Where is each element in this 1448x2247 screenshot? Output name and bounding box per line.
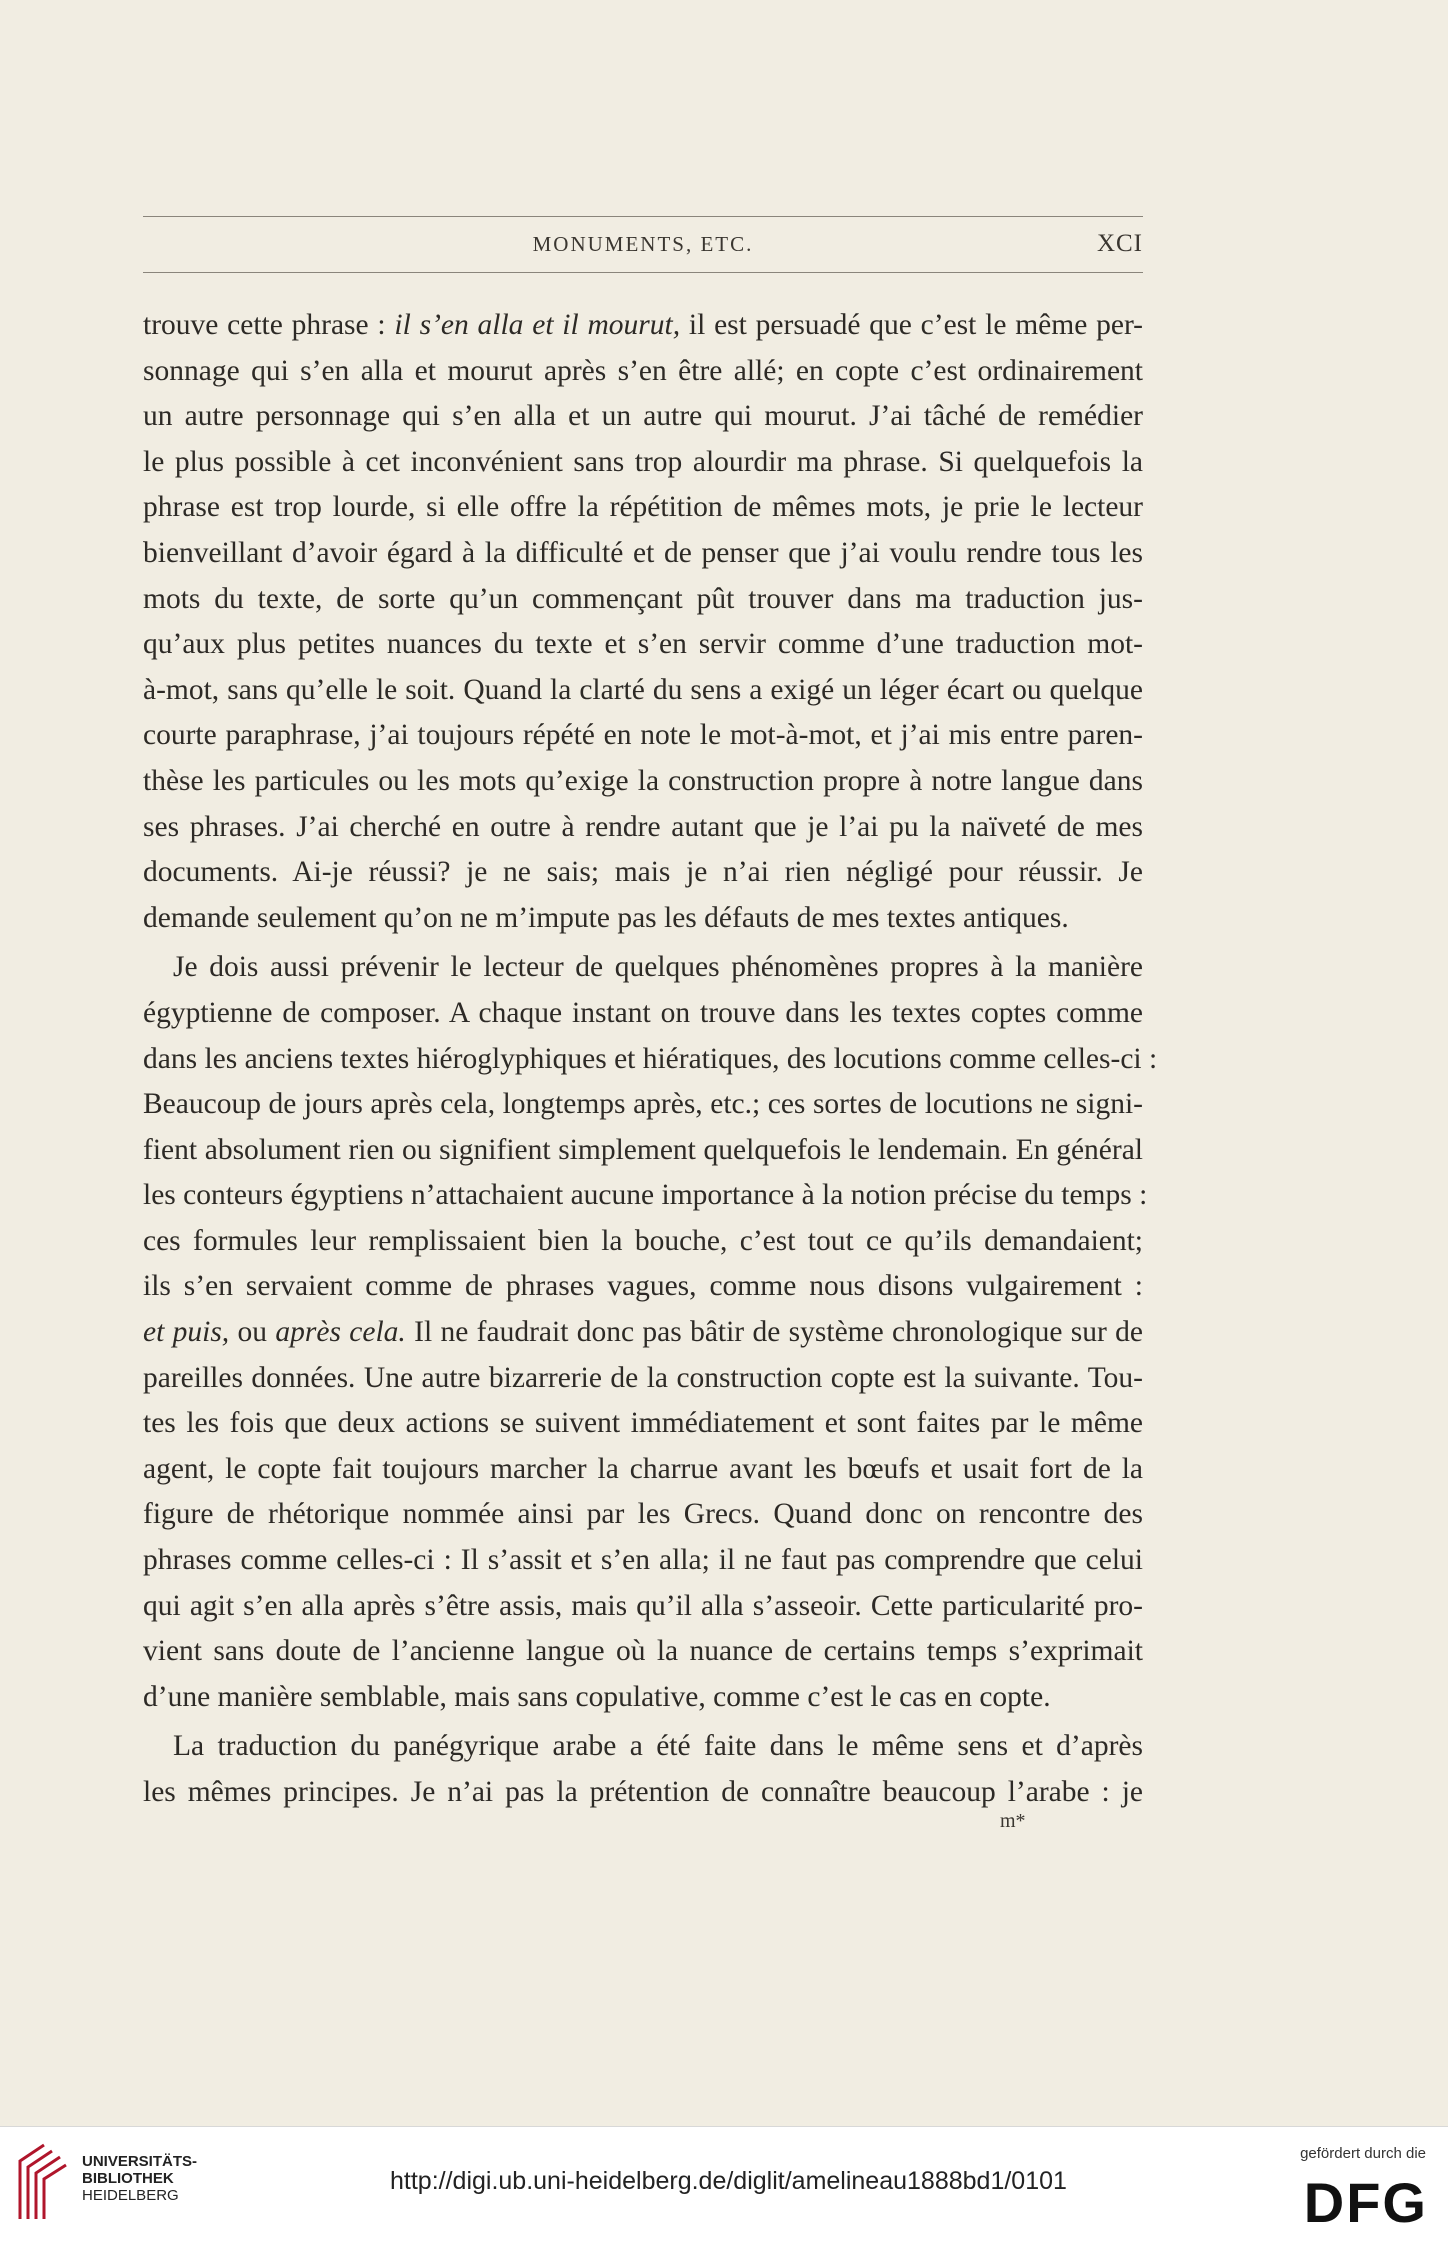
text-segment: thèse les particules ou les mots qu’exige la construction propre à notre langue dans bbox=[143, 764, 1143, 797]
text-segment: les mêmes principes. Je n’ai pas la prétention de connaître beaucoup l’arabe : je bbox=[143, 1776, 1143, 1808]
italic-text: après cela. bbox=[275, 1316, 406, 1349]
text-line bbox=[143, 1447, 1143, 1493]
text-line bbox=[143, 1724, 1143, 1770]
funder-label: gefördert durch die bbox=[1300, 2145, 1426, 2162]
text-line bbox=[143, 896, 1143, 942]
text-segment: à-mot, sans qu’elle le soit. Quand la clarté du sens a exigé un léger écart ou quelque bbox=[143, 673, 1143, 706]
text-line bbox=[143, 1219, 1143, 1265]
text-line bbox=[143, 485, 1143, 531]
text-segment: phrases comme celles-ci : Il s’assit et s’en alla; il ne faut pas comprendre que celui bbox=[143, 1544, 1143, 1577]
library-name-line: HEIDELBERG bbox=[82, 2187, 179, 2204]
text-segment: les conteurs égyptiens n’attachaient aucune importance à la notion précise du temps : bbox=[143, 1179, 1148, 1212]
text-line bbox=[143, 1538, 1143, 1584]
text-segment: qu’aux plus petites nuances du texte et s’en servir comme d’une traduction mot- bbox=[143, 628, 1143, 661]
text-line bbox=[143, 1675, 1143, 1721]
text-line bbox=[143, 805, 1143, 851]
library-name-line: UNIVERSITÄTS- bbox=[82, 2153, 198, 2170]
text-line bbox=[143, 1356, 1143, 1402]
text-line bbox=[143, 1037, 1158, 1083]
text-line bbox=[143, 1629, 1143, 1675]
text-segment: un autre personnage qui s’en alla et un autre qui mourut. J’ai tâché de remédier bbox=[143, 400, 1143, 433]
dfg-logo: DFG bbox=[1303, 2171, 1428, 2234]
text-segment: vient sans doute de l’ancienne langue où la nuance de certains temps s’exprimait bbox=[143, 1635, 1143, 1668]
text-line bbox=[143, 991, 1143, 1037]
text-segment: le plus possible à cet inconvénient sans trop alourdir ma phrase. Si quelquefois la bbox=[143, 445, 1143, 478]
text-segment: courte paraphrase, j’ai toujours répété en note le mot-à-mot, et j’ai mis entre paren- bbox=[143, 719, 1143, 752]
permalink-url[interactable]: http://digi.ub.uni-heidelberg.de/diglit/amelineau1888bd1/0101 bbox=[390, 2167, 1067, 2195]
text-segment: ces formules leur remplissaient bien la bouche, c’est tout ce qu’ils demandaient; bbox=[143, 1224, 1143, 1257]
text-segment: d’une manière semblable, mais sans copulative, comme c’est le cas en copte. bbox=[143, 1680, 1051, 1713]
text-segment: pareilles données. Une autre bizarrerie de la construction copte est la suivante. Tou- bbox=[143, 1361, 1143, 1394]
text-segment: agent, le copte fait toujours marcher la charrue avant les bœufs et usait fort de la bbox=[143, 1452, 1143, 1485]
text-line bbox=[143, 668, 1143, 714]
text-line bbox=[143, 945, 1143, 991]
text-segment: mots du texte, de sorte qu’un commençant pût trouver dans ma traduction jus- bbox=[143, 582, 1143, 615]
italic-text: il s’en alla et il mourut, bbox=[394, 309, 681, 341]
italic-text: et puis, bbox=[143, 1316, 230, 1349]
running-title: MONUMENTS, ETC. bbox=[532, 232, 754, 256]
text-line bbox=[143, 440, 1143, 486]
running-head bbox=[143, 227, 1143, 261]
text-segment: Beaucoup de jours après cela, longtemps après, etc.; ces sortes de locutions ne signi- bbox=[143, 1088, 1143, 1121]
text-segment: qui agit s’en alla après s’être assis, mais qu’il alla s’asseoir. Cette particularité pro- bbox=[143, 1589, 1143, 1622]
text-line bbox=[143, 349, 1143, 395]
header-rule-top bbox=[143, 216, 1143, 217]
text-line bbox=[143, 1492, 1143, 1538]
text-line bbox=[143, 850, 1143, 896]
text-segment: tes les fois que deux actions se suivent immédiatement et sont faites par le même bbox=[143, 1407, 1143, 1440]
text-segment: il est persuadé que c’est le même per- bbox=[680, 309, 1144, 341]
body-text bbox=[143, 303, 1158, 1816]
text-line bbox=[143, 1584, 1143, 1630]
text-segment: fient absolument rien ou signifient simplement quelquefois le lendemain. En général bbox=[143, 1133, 1143, 1166]
text-segment: ou bbox=[229, 1316, 276, 1349]
text-line bbox=[143, 1128, 1143, 1174]
text-line bbox=[143, 1310, 1143, 1356]
text-segment: trouve cette phrase : bbox=[143, 309, 395, 341]
text-segment: dans les anciens textes hiéroglyphiques et hiératiques, des locutions comme celles-ci : bbox=[143, 1042, 1158, 1075]
text-line bbox=[143, 759, 1143, 805]
text-segment: La traduction du panégyrique arabe a été faite dans le même sens et d’après bbox=[173, 1730, 1143, 1763]
text-line bbox=[143, 577, 1143, 623]
text-line bbox=[143, 303, 1143, 349]
text-line bbox=[143, 394, 1143, 440]
text-segment: bienveillant d’avoir égard à la difficulté et de penser que j’ai voulu rendre tous les bbox=[143, 536, 1143, 569]
text-line bbox=[143, 1173, 1148, 1219]
footer-bar bbox=[0, 2126, 1448, 2247]
text-segment: Je dois aussi prévenir le lecteur de quelques phénomènes propres à la manière bbox=[173, 951, 1143, 984]
text-line bbox=[143, 1082, 1143, 1128]
text-segment: phrase est trop lourde, si elle offre la répétition de mêmes mots, je prie le lecteur bbox=[143, 491, 1143, 524]
page-number: XCI bbox=[1096, 230, 1143, 257]
text-segment: sonnage qui s’en alla et mourut après s’en être allé; en copte c’est ordinairement bbox=[143, 354, 1143, 387]
text-line bbox=[143, 1264, 1143, 1310]
text-line bbox=[143, 1401, 1143, 1447]
text-segment: demande seulement qu’on ne m’impute pas les défauts de mes textes antiques. bbox=[143, 901, 1069, 934]
library-name-line: BIBLIOTHEK bbox=[82, 2170, 174, 2187]
signature-mark: m* bbox=[1000, 1810, 1026, 1832]
text-line bbox=[143, 1770, 1143, 1816]
text-segment: ils s’en servaient comme de phrases vagues, comme nous disons vulgairement : bbox=[143, 1270, 1143, 1303]
text-segment: Il ne faudrait donc pas bâtir de système chronologique sur de bbox=[405, 1316, 1144, 1349]
text-line bbox=[143, 622, 1143, 668]
text-segment: égyptienne de composer. A chaque instant on trouve dans les textes coptes comme bbox=[143, 996, 1143, 1029]
text-segment: ses phrases. J’ai cherché en outre à rendre autant que je l’ai pu la naïveté de mes bbox=[143, 810, 1143, 843]
text-line bbox=[143, 713, 1143, 759]
text-line bbox=[143, 531, 1143, 577]
header-rule-bottom bbox=[143, 272, 1143, 273]
text-segment: documents. Ai-je réussi? je ne sais; mais je n’ai rien négligé pour réussir. Je bbox=[143, 856, 1143, 889]
text-segment: figure de rhétorique nommée ainsi par les Grecs. Quand donc on rencontre des bbox=[143, 1498, 1143, 1531]
library-logo-icon bbox=[14, 2141, 72, 2225]
library-name bbox=[82, 2153, 197, 2204]
